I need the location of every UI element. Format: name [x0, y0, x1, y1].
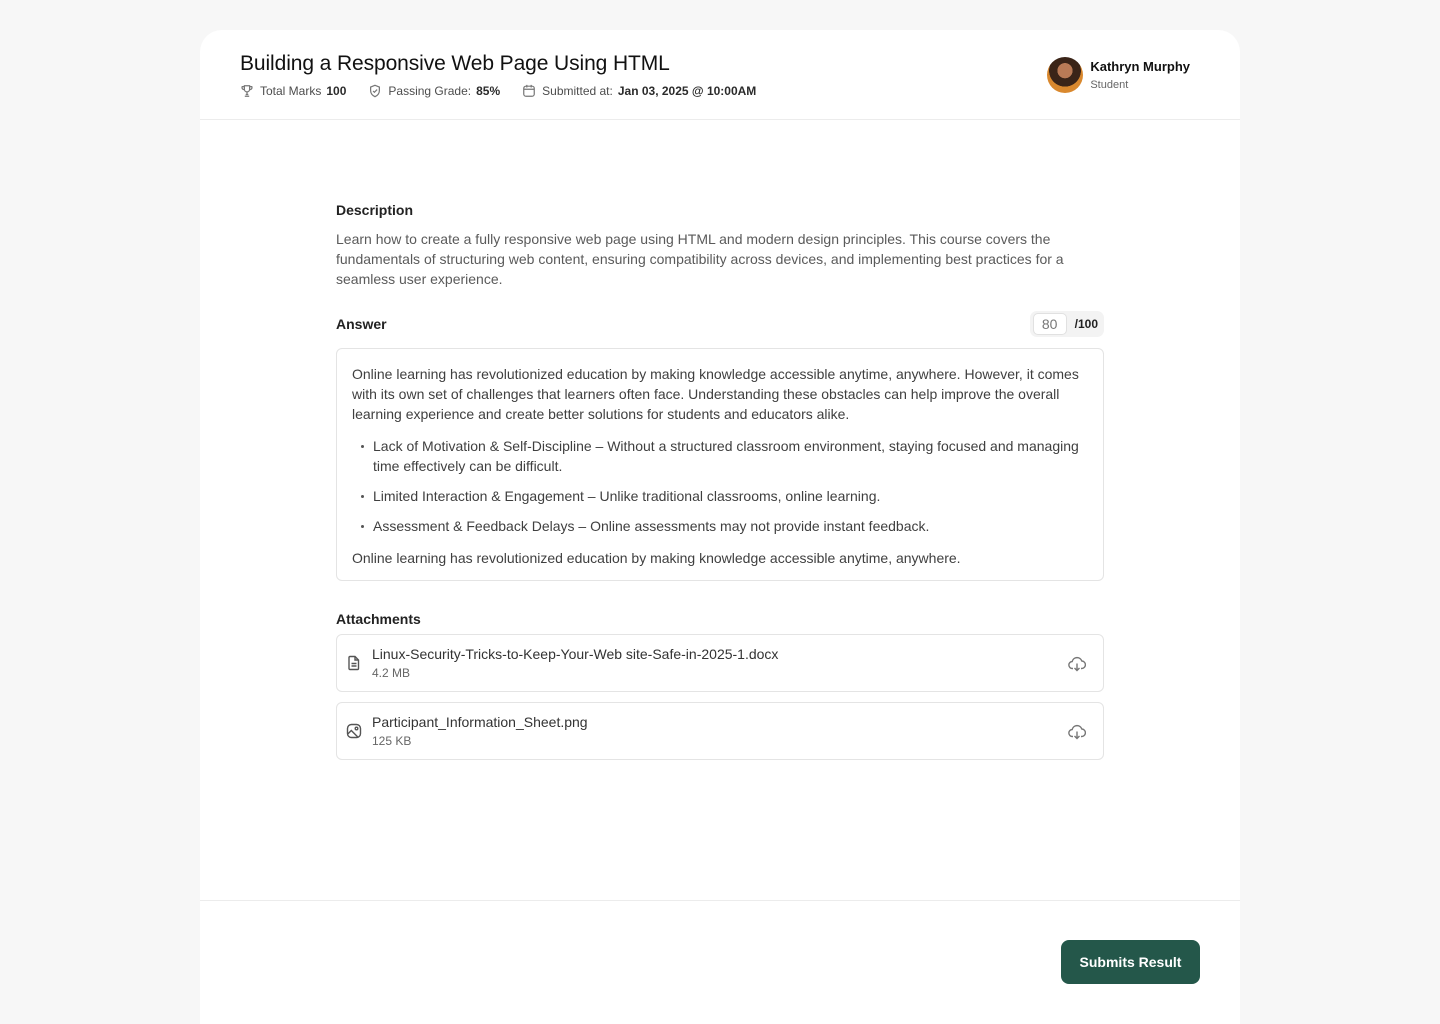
- attachments-heading: Attachments: [336, 611, 421, 627]
- score-control: [1030, 311, 1104, 337]
- user-name: Kathryn Murphy: [1090, 59, 1190, 74]
- submitted-at: [522, 84, 756, 98]
- submission-card: [200, 30, 1240, 1024]
- score-input[interactable]: [1033, 313, 1067, 335]
- user-info: [1090, 59, 1190, 91]
- list-item: Lack of Motivation & Self-Discipline – Without a structured classroom environment, staying focused and managing time effectively can be difficult.: [360, 436, 1088, 476]
- answer-intro: Online learning has revolutionized education by making knowledge accessible anytime, anywhere. However, it comes with its own set of challenges that learners often face. Understanding these obstacles can help improve the overall learning experience and create better solutions for students and educators alike.: [352, 366, 1079, 422]
- score-total: /100: [1074, 317, 1098, 331]
- answer-header: [336, 311, 1104, 337]
- trophy-icon: [240, 84, 254, 98]
- attachment-name: Participant_Information_Sheet.png: [372, 714, 588, 730]
- submitted-label: Submitted at:: [542, 84, 613, 98]
- attachment-item[interactable]: [336, 702, 1104, 760]
- answer-bullet-list: [360, 436, 1088, 536]
- calendar-icon: [522, 84, 536, 98]
- submitted-value: Jan 03, 2025 @ 10:00AM: [617, 84, 757, 98]
- page-header: [200, 30, 1240, 120]
- shield-check-icon: [368, 84, 382, 98]
- assignment-meta: [240, 84, 778, 98]
- cloud-download-icon[interactable]: [1068, 723, 1086, 741]
- answer-outro: Online learning has revolutionized education by making knowledge accessible anytime, anywhere.: [352, 550, 961, 566]
- total-marks: [240, 84, 346, 98]
- image-icon: [346, 723, 362, 739]
- list-item: Assessment & Feedback Delays – Online assessments may not provide instant feedback.: [360, 516, 1088, 536]
- list-item: Limited Interaction & Engagement – Unlike traditional classrooms, online learning.: [360, 486, 1088, 506]
- description-heading: Description: [336, 202, 414, 218]
- passing-grade-value: 85%: [476, 84, 501, 98]
- document-icon: [346, 655, 362, 671]
- cloud-download-icon[interactable]: [1068, 655, 1086, 673]
- main-content: [336, 202, 1104, 760]
- answer-heading: Answer: [336, 316, 387, 332]
- answer-text-box: [336, 348, 1104, 581]
- page-footer: [200, 900, 1240, 1024]
- attachment-size: 125 KB: [372, 734, 412, 748]
- passing-grade-label: Passing Grade:: [388, 84, 472, 98]
- total-marks-value: 100: [326, 84, 347, 98]
- user-profile[interactable]: [1047, 57, 1190, 93]
- avatar: [1047, 57, 1083, 93]
- attachment-name: Linux-Security-Tricks-to-Keep-Your-Web site-Safe-in-2025-1.docx: [372, 646, 779, 662]
- attachment-item[interactable]: [336, 634, 1104, 692]
- total-marks-label: Total Marks: [260, 84, 322, 98]
- attachment-size: 4.2 MB: [372, 666, 411, 680]
- description-text: Learn how to create a fully responsive web page using HTML and modern design principles. This course covers the fundamentals of structuring web content, ensuring compatibility across devices, and implementing best practices for a seamless user experience.: [336, 231, 1064, 287]
- page-title: Building a Responsive Web Page Using HTML: [240, 52, 670, 75]
- user-role: Student: [1090, 79, 1129, 91]
- passing-grade: [368, 84, 500, 98]
- submit-result-button[interactable]: Submits Result: [1061, 940, 1200, 984]
